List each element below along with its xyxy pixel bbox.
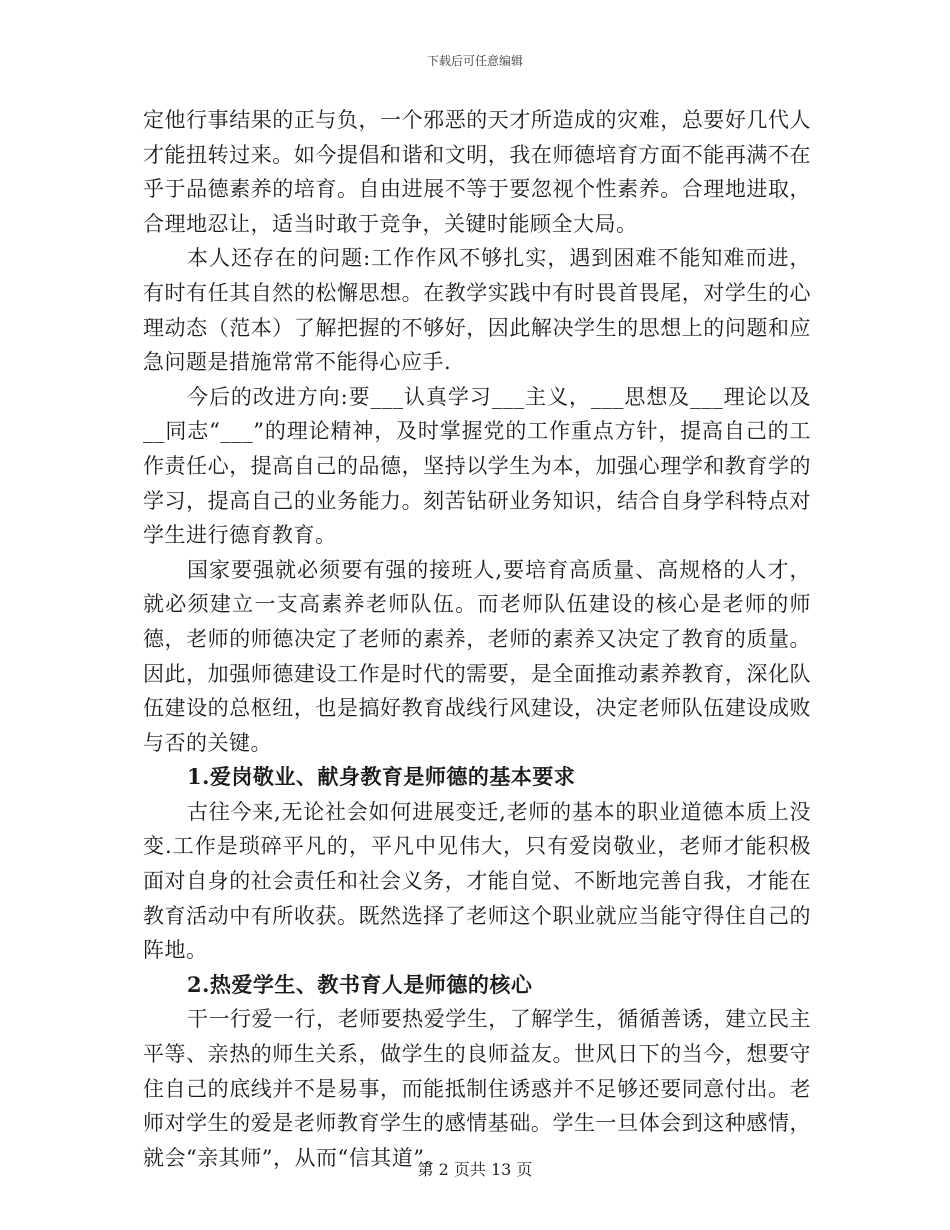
paragraph-love-students: 干一行爱一行，老师要热爱学生，了解学生，循循善诱，建立民主平等、亲热的师生关系，做学生的良师益友。世风日下的当今，想要守住自己的底线并不是易事，而能抵制住诱惑并不足够还要同意付出。老师对学生的爱是老师教育学生的感情基础。学生一旦体会到这种感情，就会“亲其师”，从而“信其道”。 [143, 1007, 811, 1170]
section-heading-1: 1.爱岗敬业、献身教育是师德的基本要求 [187, 764, 576, 790]
document-body [143, 103, 811, 1175]
section-heading-2: 2.热爱学生、教书育人是师德的核心 [187, 971, 533, 997]
paragraph-nation: 国家要强就必须要有强的接班人,要培育高质量、高规格的人才，就必须建立一支高素养老师队伍。而老师队伍建设的核心是老师的师德，老师的师德决定了老师的素养，老师的素养又决定了教育的质量。因此，加强师德建设工作是时代的需要，是全面推动素养教育，深化队伍建设的总枢纽，也是搞好教育战线行风建设，决定老师队伍建设成败与否的关键。 [143, 557, 811, 755]
paragraph-problems: 本人还存在的问题:工作作风不够扎实，遇到困难不能知难而进，有时有任其自然的松懈思想。在教学实践中有时畏首畏尾，对学生的心理动态（范本）了解把握的不够好，因此解决学生的思想上的问题和应急问题是措施常常不能得心应手. [143, 246, 811, 375]
page-header: 下载后可任意编辑 [426, 54, 523, 68]
page-footer: 第 2 页共 13 页 [417, 1160, 533, 1179]
paragraph-continuation: 定他行事结果的正与负，一个邪恶的天才所造成的灾难，总要好几代人才能扭转过来。如今提倡和谐和文明，我在师德培育方面不能再满不在乎于品德素养的培育。自由进展不等于要忽视个性素养。合理地进取，合理地忍让，适当时敢于竞争，关键时能顾全大局。 [143, 108, 811, 236]
paragraph-improvement: 今后的改进方向:要___认真学习___主义，___思想及___理论以及__同志“___”的理论精神，及时掌握党的工作重点方针，提高自己的工作责任心，提高自己的品德，坚持以学生为本，加强心理学和教育学的学习，提高自己的业务能力。刻苦钻研业务知识，结合自身学科特点对学生进行德育教育。 [143, 384, 811, 548]
paragraph-dedication: 古往今来,无论社会如何进展变迁,老师的基本的职业道德本质上没变.工作是琐碎平凡的，平凡中见伟大，只有爱岗敬业，老师才能积极面对自身的社会责任和社会义务，才能自觉、不断地完善自我，才能在教育活动中有所收获。既然选择了老师这个职业就应当能守得住自己的阵地。 [143, 799, 811, 963]
